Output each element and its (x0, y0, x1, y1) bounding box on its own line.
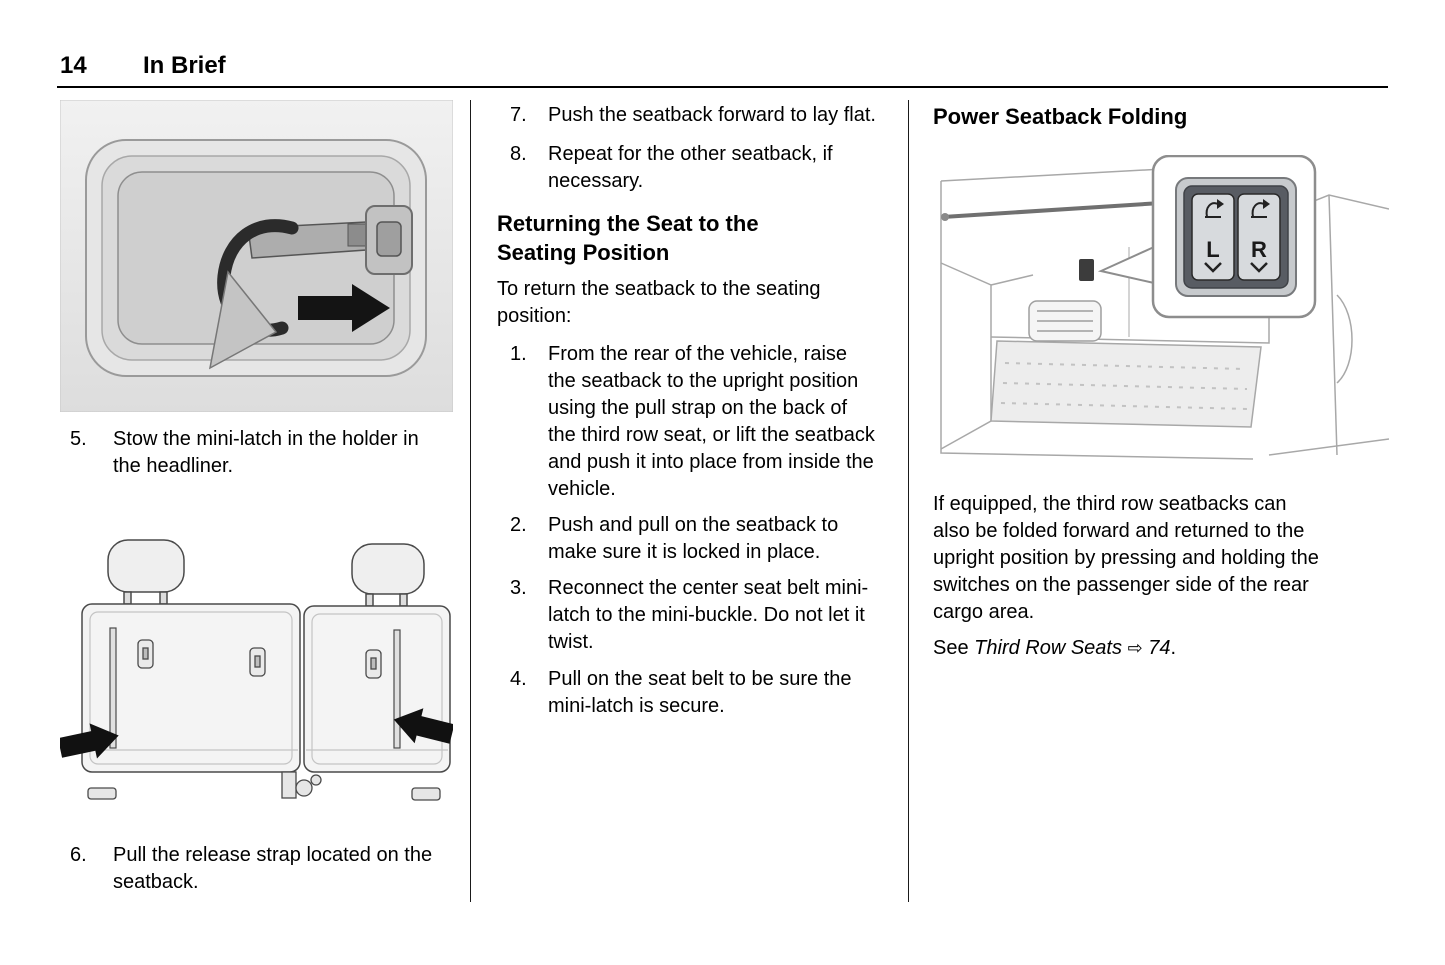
column-right (933, 100, 1389, 662)
list-item-number: 7. (510, 104, 527, 126)
step-item-4 (497, 666, 879, 720)
section-heading: Power Seatback Folding (933, 104, 1188, 129)
step-text: Pull on the seat belt to be sure the mini-latch is secure. (548, 668, 852, 717)
list-item-text: Stow the mini-latch in the holder in the headliner. (113, 428, 419, 477)
list-item-text: Push the seatback forward to lay flat. (548, 104, 876, 126)
step-number: 1. (510, 343, 527, 365)
list-item-6 (60, 842, 453, 896)
step-item-2 (497, 512, 879, 566)
power-fold-switch-location (1079, 259, 1094, 281)
list-item-number: 8. (510, 143, 527, 165)
seatback-fold-left-switch (1192, 194, 1234, 280)
step-number: 4. (510, 668, 527, 690)
list-item-text: Pull the release strap located on the seatback. (113, 844, 433, 893)
seatback-fold-right-switch (1238, 194, 1280, 280)
column-divider-1 (470, 100, 471, 902)
header-rule (57, 86, 1388, 88)
page-number: 14 (60, 52, 87, 79)
reference-prefix: See (933, 637, 975, 659)
list-item-number: 6. (70, 844, 87, 866)
section-title: In Brief (143, 52, 226, 79)
latch-holder-illustration (60, 100, 453, 412)
list-item-number: 5. (70, 428, 87, 450)
list-item-5 (60, 426, 453, 480)
reference-title: Third Row Seats (974, 637, 1122, 659)
column-middle (497, 100, 879, 720)
intro-paragraph: To return the seatback to the seating position: (497, 278, 821, 327)
latch-receptacle-slot (377, 222, 401, 256)
rod-end-left (941, 213, 949, 221)
cargo-area-figure (933, 155, 1389, 480)
step-item-3 (497, 575, 879, 656)
column-left (60, 100, 453, 896)
reference-page: 74 (1148, 637, 1171, 659)
body-paragraph: If equipped, the third row seatbacks can also be folded forward and returned to the upright position by pressing and holding the switches on the passenger side of the rear cargo area. (933, 493, 1319, 623)
seat-base-hardware (88, 772, 440, 800)
column-divider-2 (908, 100, 909, 902)
switch-left-label: L (1206, 237, 1220, 262)
seatbacks-figure (60, 536, 453, 808)
seatbacks-illustration (60, 536, 453, 808)
step-item-1 (497, 341, 879, 503)
step-number: 2. (510, 514, 527, 536)
switch-inset (1153, 156, 1315, 317)
step-text: Reconnect the center seat belt mini-latch to the mini-buckle. Do not let it twist. (548, 577, 869, 653)
cross-reference (933, 635, 1389, 662)
switch-right-label: R (1251, 237, 1267, 262)
list-item-text: Repeat for the other seatback, if necessary. (548, 143, 833, 192)
list-item-7 (497, 102, 879, 129)
headrests (108, 540, 424, 606)
vent-grille (1029, 301, 1101, 341)
step-text: From the rear of the vehicle, raise the seatback to the upright position using the pull strap on the back of the third row seat, or lift the seatback and push it into place from inside the vehicle. (548, 343, 875, 500)
reference-suffix: . (1170, 637, 1177, 659)
step-number: 3. (510, 577, 527, 599)
section-heading: Returning the Seat to the Seating Position (497, 211, 759, 265)
latch-holder-figure (60, 100, 453, 412)
reference-arrow-icon: ⇨ (1127, 638, 1143, 658)
list-item-8 (497, 141, 879, 195)
cargo-floor (991, 341, 1261, 427)
step-text: Push and pull on the seatback to make sure it is locked in place. (548, 514, 839, 563)
cargo-area-illustration (933, 155, 1389, 480)
